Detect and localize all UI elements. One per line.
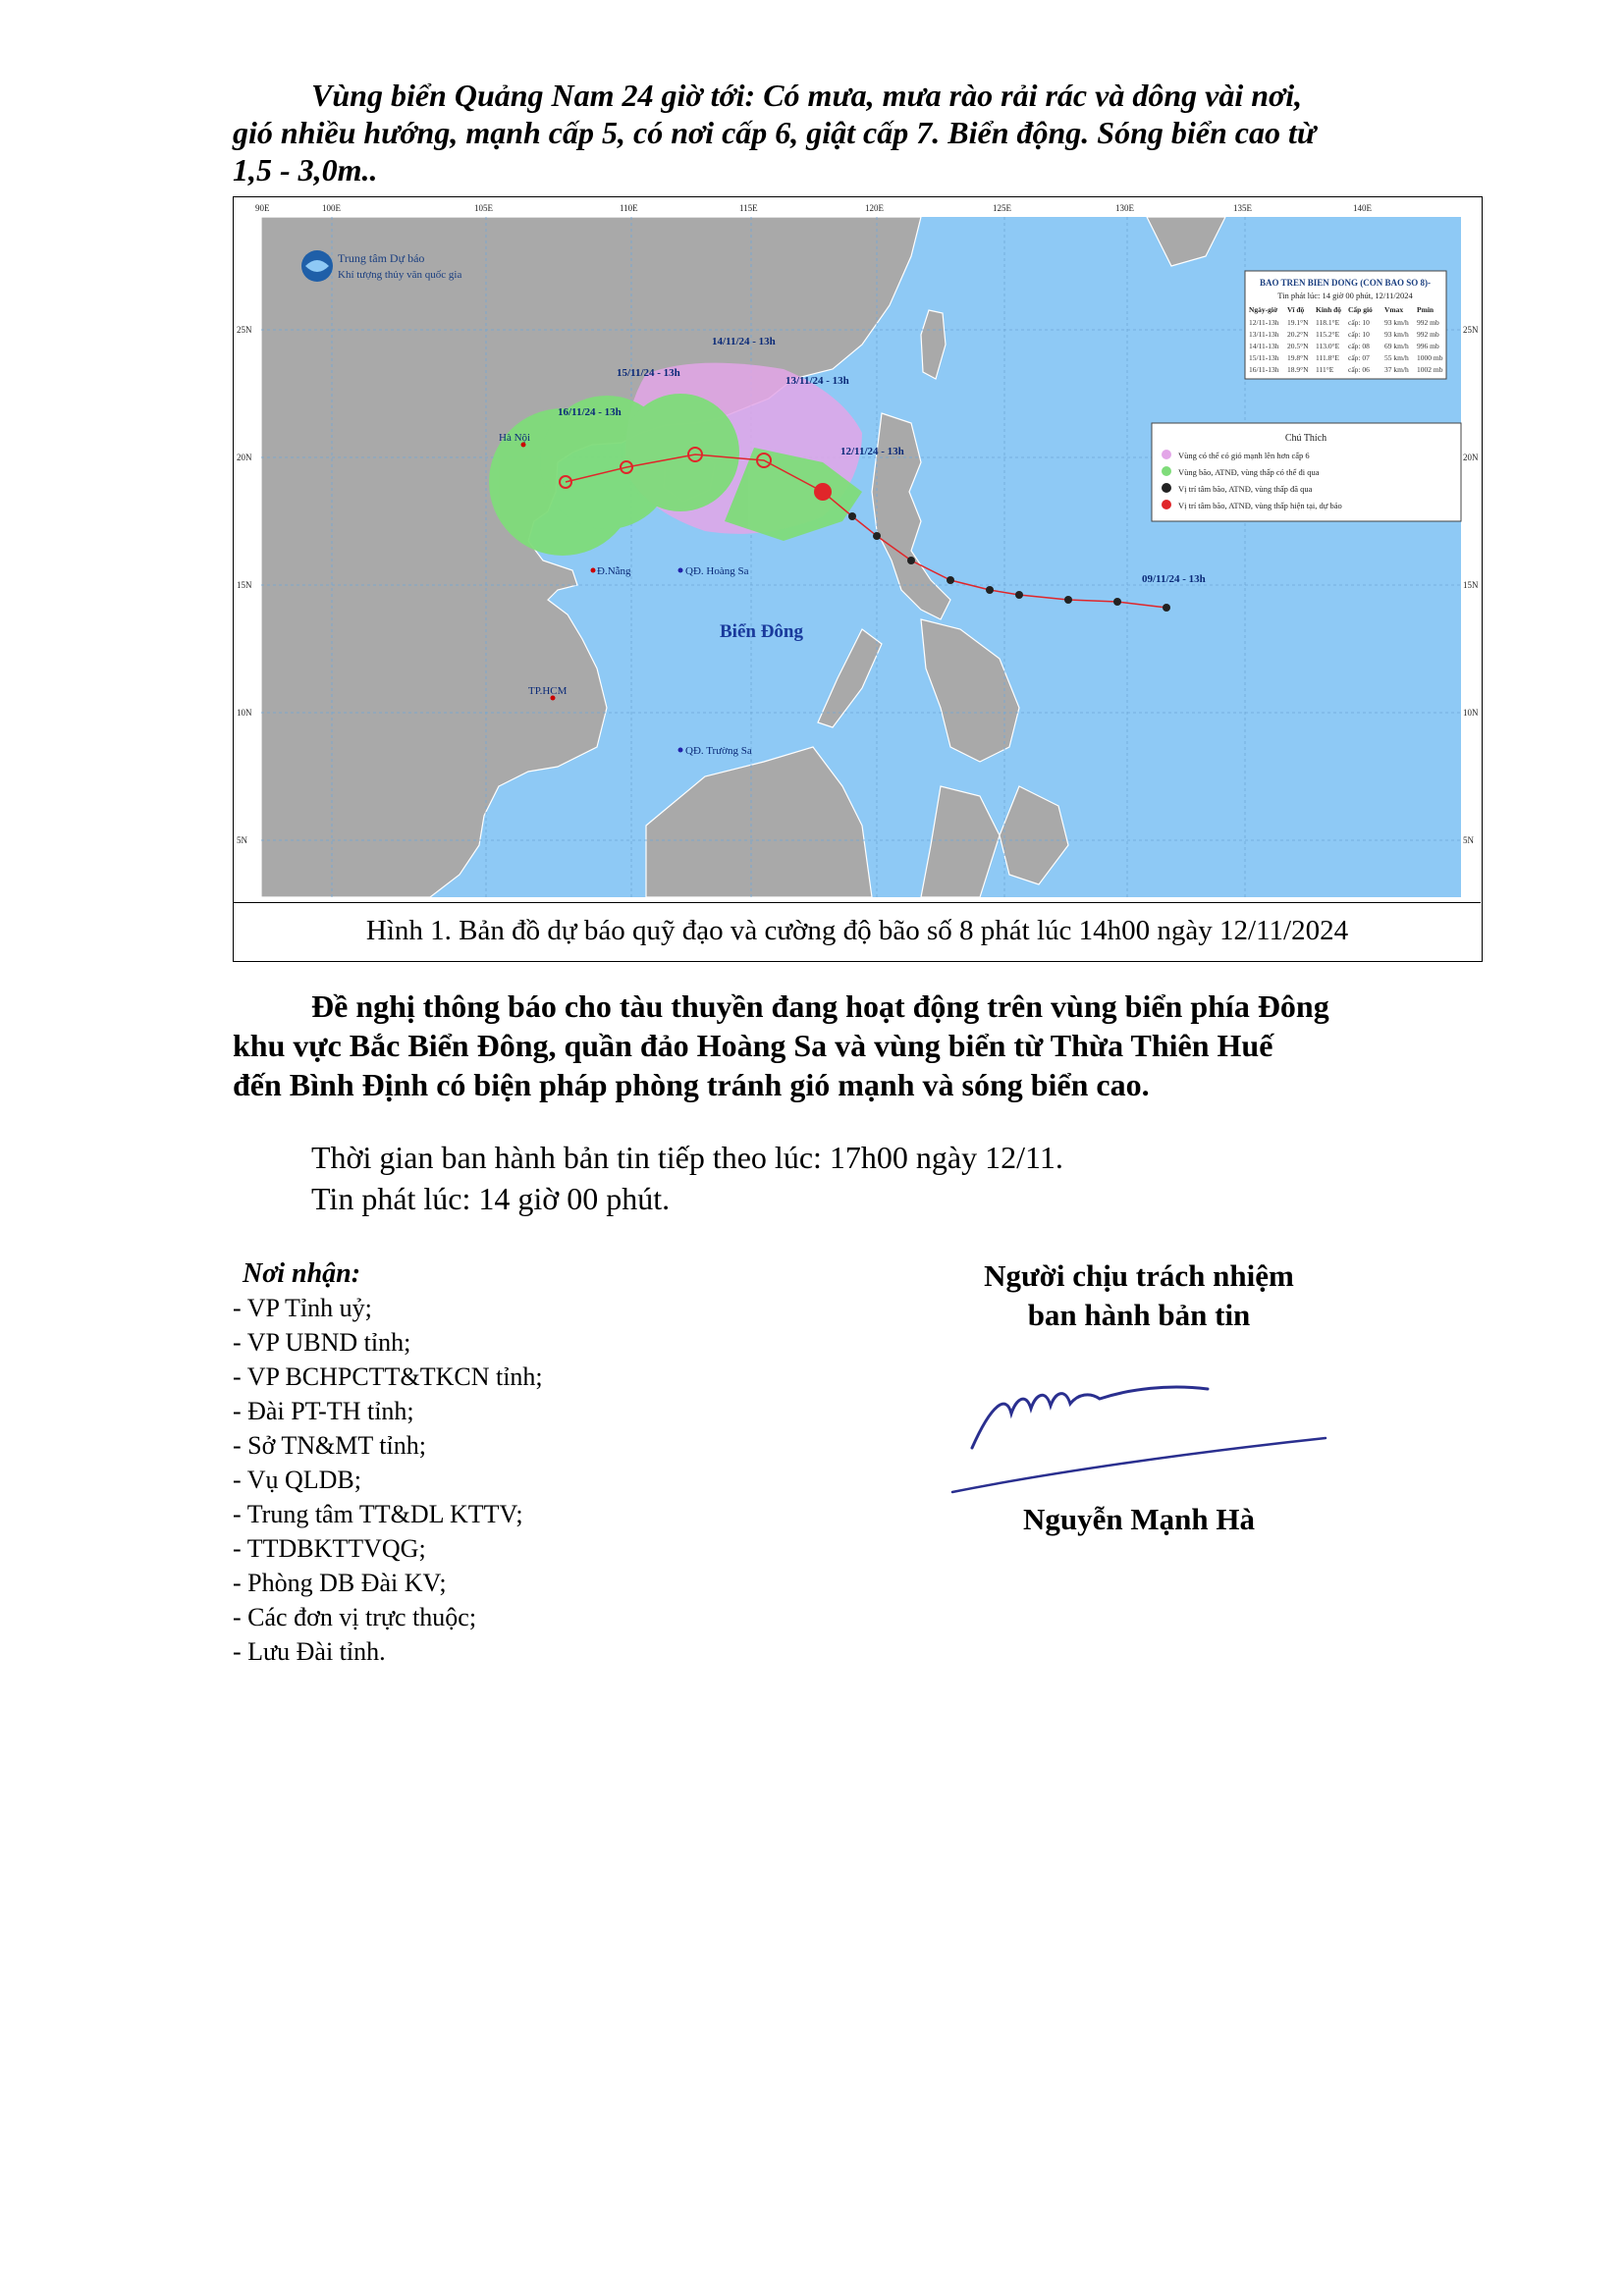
svg-text:19.8°N: 19.8°N [1287,353,1309,362]
svg-text:Vĩ độ: Vĩ độ [1287,305,1305,314]
info-box-issued: Tin phát lúc: 14 giờ 00 phút, 12/11/2024 [1277,291,1413,300]
svg-text:111°E: 111°E [1316,365,1334,374]
past-position-icon [1064,596,1072,604]
lat-label: 15N [237,580,252,590]
agency-name-line1: Trung tâm Dự báo [338,251,425,265]
lat-label: 15N [1463,580,1479,590]
track-label: 14/11/24 - 13h [712,336,776,347]
list-item: - VP Tỉnh uỷ; [233,1294,372,1322]
right-frame [1461,197,1481,897]
legend-risk-icon [1162,450,1171,459]
lon-label: 135E [1233,203,1252,213]
sea-label: Biển Đông [720,621,803,642]
track-label: 12/11/24 - 13h [840,446,904,457]
intro-line-3: 1,5 - 3,0m.. [233,152,378,187]
svg-text:cấp: 10: cấp: 10 [1348,318,1370,327]
lat-label: 5N [237,835,247,845]
list-item: - Vụ QLDB; [233,1466,361,1494]
past-position-icon [1163,604,1170,612]
track-label: 13/11/24 - 13h [785,375,849,387]
storm-track-map [234,197,1481,897]
lon-label: 110E [620,203,638,213]
place-hoangsa: QĐ. Hoàng Sa [685,565,749,577]
svg-text:14/11-13h: 14/11-13h [1249,342,1279,350]
svg-text:118.1°E: 118.1°E [1316,318,1340,327]
next-bulletin-time: Thời gian ban hành bản tin tiếp theo lúc: 17h00 ngày 12/11. [311,1140,1063,1175]
map-svg [234,197,1481,897]
lat-label: 10N [1463,708,1479,718]
lon-label: 140E [1353,203,1372,213]
svg-text:Vmax: Vmax [1384,305,1404,314]
svg-text:Pmin: Pmin [1417,305,1435,314]
svg-text:18.9°N: 18.9°N [1287,365,1309,374]
recipients-title: Nơi nhận: [243,1258,361,1289]
legend-item: Vùng có thể có gió mạnh lên hơn cấp 6 [1178,451,1310,460]
advisory-line-3: đến Bình Định có biện pháp phòng tránh gió mạnh và sóng biển cao. [233,1067,1150,1102]
svg-text:cấp: 10: cấp: 10 [1348,330,1370,339]
place-danang: Đ.Nẵng [597,565,631,577]
advisory-paragraph [233,987,1482,1104]
place-hcm: TP.HCM [528,685,568,697]
intro-paragraph [233,77,1482,188]
past-position-icon [848,512,856,520]
track-label: 09/11/24 - 13h [1142,573,1206,585]
lon-label: 115E [739,203,758,213]
legend-past-icon [1162,483,1171,493]
svg-text:cấp: 08: cấp: 08 [1348,342,1370,350]
svg-text:996 mb: 996 mb [1417,342,1439,350]
svg-text:37 km/h: 37 km/h [1384,365,1409,374]
list-item: - Phòng DB Đài KV; [233,1569,447,1597]
storm-forecast-figure [233,196,1483,962]
legend-item: Vị trí tâm bão, ATNĐ, vùng thấp hiện tại, dự báo [1178,501,1342,510]
svg-text:69 km/h: 69 km/h [1384,342,1409,350]
handwritten-signature [933,1345,1345,1502]
svg-text:13/11-13h: 13/11-13h [1249,330,1279,339]
list-item: - Sở TN&MT tỉnh; [233,1431,426,1460]
svg-text:20.5°N: 20.5°N [1287,342,1309,350]
svg-text:Kinh độ: Kinh độ [1316,305,1342,314]
place-hanoi: Hà Nội [499,432,531,444]
svg-text:992 mb: 992 mb [1417,318,1439,327]
lon-label: 100E [322,203,341,213]
past-position-icon [947,576,954,584]
advisory-line-2: khu vực Bắc Biển Đông, quần đảo Hoàng Sa và vùng biển từ Thừa Thiên Huế [233,1028,1273,1063]
svg-text:cấp: 06: cấp: 06 [1348,365,1370,374]
list-item: - Các đơn vị trực thuộc; [233,1603,477,1631]
storm-info-box [1245,271,1446,379]
lat-label: 10N [237,708,252,718]
legend-item: Vùng bão, ATNĐ, vùng thấp có thể đi qua [1178,467,1320,477]
recipients-list [233,1256,543,1669]
past-position-icon [873,532,881,540]
intro-line-2: gió nhiều hướng, mạnh cấp 5, có nơi cấp 6, giật cấp 7. Biển động. Sóng biển cao từ [233,115,1317,150]
lat-label: 25N [237,325,252,335]
svg-text:111.8°E: 111.8°E [1316,353,1339,362]
top-frame [234,197,1481,217]
list-item: - Đài PT-TH tỉnh; [233,1397,414,1425]
past-position-icon [1113,598,1121,606]
svg-text:12/11-13h: 12/11-13h [1249,318,1279,327]
info-box-title: BAO TREN BIEN DONG (CON BAO SO 8)- [1259,278,1432,288]
current-position-icon [815,484,831,500]
lon-label: 105E [474,203,493,213]
map-legend [1152,423,1461,521]
svg-text:1000 mb: 1000 mb [1417,353,1443,362]
legend-title: Chú Thích [1284,433,1327,444]
svg-text:55 km/h: 55 km/h [1384,353,1409,362]
list-item: - Trung tâm TT&DL KTTV; [233,1500,523,1528]
svg-text:113.0°E: 113.0°E [1316,342,1340,350]
advisory-line-1: Đề nghị thông báo cho tàu thuyền đang hoạt động trên vùng biển phía Đông [311,988,1329,1024]
past-position-icon [986,586,994,594]
svg-text:93 km/h: 93 km/h [1384,318,1409,327]
lon-label: 125E [993,203,1011,213]
signer-role-line2: ban hành bản tin [1027,1298,1251,1332]
signer-block [913,1256,1365,1335]
figure-caption: Hình 1. Bản đồ dự báo quỹ đạo và cường độ bão số 8 phát lúc 14h00 ngày 12/11/2024 [234,902,1481,950]
lat-label: 20N [1463,453,1479,462]
legend-zone-icon [1162,466,1171,476]
svg-text:cấp: 07: cấp: 07 [1348,353,1370,362]
left-frame [234,197,261,897]
svg-text:115.2°E: 115.2°E [1316,330,1340,339]
agency-name-line2: Khí tượng thủy văn quốc gia [338,269,462,281]
past-position-icon [907,557,915,564]
lat-label: 5N [1463,835,1474,845]
list-item: - VP BCHPCTT&TKCN tỉnh; [233,1362,543,1391]
legend-forecast-icon [1162,500,1171,509]
intro-line-1: Vùng biển Quảng Nam 24 giờ tới: Có mưa, mưa rào rải rác và dông vài nơi, [311,78,1303,113]
lon-label: 120E [865,203,884,213]
track-label: 15/11/24 - 13h [617,367,680,379]
svg-text:15/11-13h: 15/11-13h [1249,353,1279,362]
list-item: - Lưu Đài tỉnh. [233,1637,386,1666]
lon-label: 90E [255,203,270,213]
svg-text:1002 mb: 1002 mb [1417,365,1443,374]
lat-label: 20N [237,453,252,462]
issued-time: Tin phát lúc: 14 giờ 00 phút. [311,1181,671,1216]
signer-name: Nguyễn Mạnh Hà [1023,1502,1255,1536]
svg-text:93 km/h: 93 km/h [1384,330,1409,339]
legend-item: Vị trí tâm bão, ATNĐ, vùng thấp đã qua [1178,484,1313,494]
svg-text:992 mb: 992 mb [1417,330,1439,339]
track-label: 16/11/24 - 13h [558,406,622,418]
lat-label: 25N [1463,325,1479,335]
svg-text:19.1°N: 19.1°N [1287,318,1309,327]
list-item: - TTDBKTTVQG; [233,1534,426,1563]
svg-text:Cấp gió: Cấp gió [1348,305,1373,314]
place-truongsa: QĐ. Trường Sa [685,745,752,757]
svg-text:20.2°N: 20.2°N [1287,330,1309,339]
list-item: - VP UBND tỉnh; [233,1328,411,1357]
svg-text:16/11-13h: 16/11-13h [1249,365,1279,374]
svg-text:Ngày-giờ: Ngày-giờ [1249,305,1278,314]
past-position-icon [1015,591,1023,599]
signer-role-line1: Người chịu trách nhiệm [984,1258,1294,1293]
lon-label: 130E [1115,203,1134,213]
